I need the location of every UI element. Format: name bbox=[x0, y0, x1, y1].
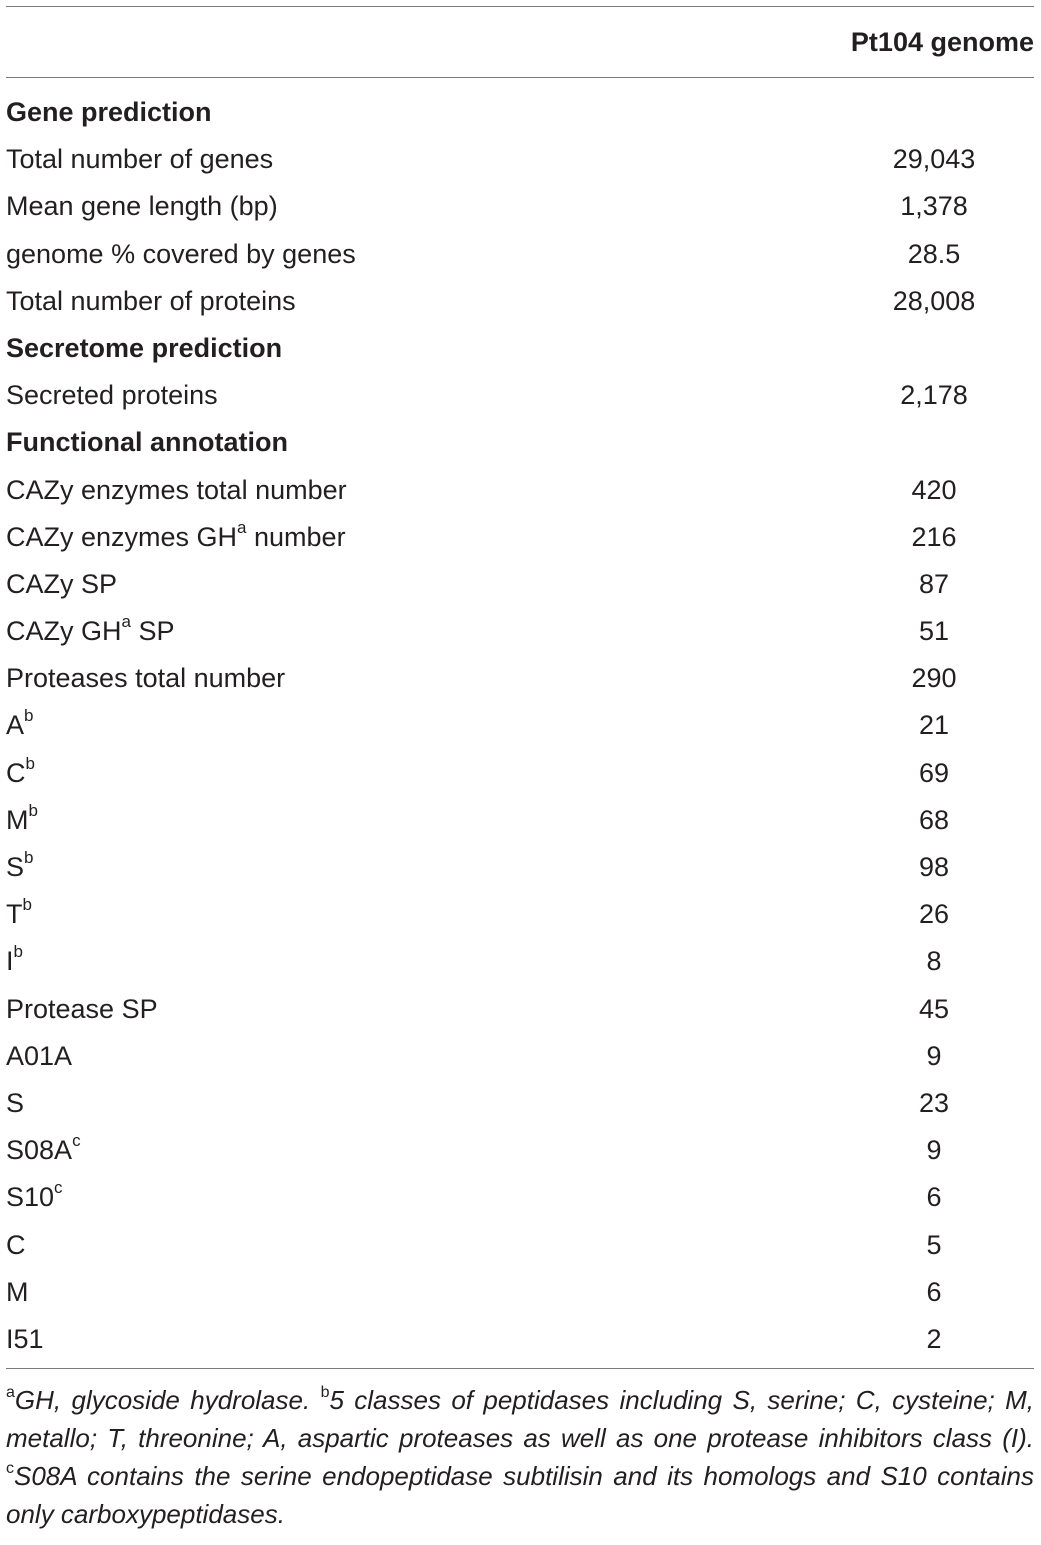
row-label bbox=[6, 475, 347, 506]
row-label bbox=[6, 239, 356, 270]
row-label bbox=[6, 1041, 72, 1072]
row-value: 2 bbox=[926, 1323, 942, 1354]
footnote-a-mark: a bbox=[6, 1384, 15, 1402]
table-row bbox=[6, 985, 1034, 1032]
table-row bbox=[6, 1221, 1034, 1268]
table-row bbox=[6, 182, 1034, 229]
footnote-c-mark: c bbox=[6, 1460, 14, 1478]
row-value: 9 bbox=[926, 1040, 942, 1071]
row-label bbox=[6, 1178, 63, 1213]
row-label bbox=[6, 942, 23, 977]
row-value: 420 bbox=[911, 474, 957, 505]
row-value: 29,043 bbox=[892, 144, 976, 175]
section-header-row bbox=[6, 88, 1034, 135]
table-row bbox=[6, 1173, 1034, 1220]
table-row bbox=[6, 1126, 1034, 1173]
row-value: 216 bbox=[911, 521, 957, 552]
row-label-text: I bbox=[6, 946, 14, 977]
row-value: 23 bbox=[918, 1087, 950, 1118]
row-value: 28,008 bbox=[892, 285, 976, 316]
row-label-superscript: b bbox=[24, 706, 34, 726]
row-label bbox=[6, 191, 278, 222]
footnote-b-mark: b bbox=[320, 1384, 330, 1402]
row-label-text: genome % covered by genes bbox=[6, 238, 356, 269]
row-value: 68 bbox=[918, 804, 950, 835]
row-label-superscript: b bbox=[28, 800, 38, 820]
table-row bbox=[6, 230, 1034, 277]
row-label-text: S bbox=[6, 852, 25, 882]
row-label bbox=[6, 753, 35, 789]
row-label-text: Functional annotation bbox=[6, 427, 288, 458]
row-label-superscript: c bbox=[72, 1131, 81, 1151]
section-title bbox=[6, 427, 288, 458]
row-label-text: M bbox=[6, 1276, 29, 1307]
row-label bbox=[6, 517, 346, 553]
table-row bbox=[6, 843, 1034, 890]
row-label bbox=[6, 994, 158, 1025]
row-label-text: S10 bbox=[6, 1182, 55, 1213]
row-label bbox=[6, 1324, 44, 1355]
row-label bbox=[6, 286, 296, 317]
row-value: 69 bbox=[918, 757, 950, 788]
bottom-rule bbox=[6, 1368, 1034, 1369]
row-label-text: CAZy enzymes total number bbox=[6, 474, 347, 505]
row-label-text: Protease SP bbox=[6, 993, 158, 1024]
row-label-superscript: b bbox=[22, 895, 32, 915]
table-row bbox=[6, 1268, 1034, 1315]
row-value: 6 bbox=[926, 1276, 942, 1307]
row-value: 28.5 bbox=[907, 238, 961, 269]
row-label-text: S08A bbox=[6, 1135, 73, 1166]
row-label-suffix: number bbox=[246, 521, 346, 552]
row-label-superscript: b bbox=[24, 848, 34, 867]
table-row bbox=[6, 654, 1034, 701]
row-label bbox=[6, 380, 218, 411]
table-body bbox=[6, 88, 1034, 1362]
row-label bbox=[6, 144, 273, 175]
section-header-row bbox=[6, 324, 1034, 371]
row-label bbox=[6, 895, 32, 930]
row-value: 51 bbox=[918, 616, 950, 647]
table-row bbox=[6, 890, 1034, 937]
footnote-c-text: S08A contains the serine endopeptidase subtilisin and its homologs and S10 contains only carboxypeptidases. bbox=[6, 1461, 1034, 1530]
row-value: 87 bbox=[918, 568, 950, 599]
row-label-text: A01A bbox=[6, 1040, 73, 1071]
table-row bbox=[6, 701, 1034, 748]
row-label-superscript: b bbox=[25, 753, 35, 773]
row-value: 9 bbox=[926, 1135, 942, 1166]
row-value: 5 bbox=[926, 1229, 942, 1260]
table-row bbox=[6, 796, 1034, 843]
row-label-text: Gene prediction bbox=[6, 97, 212, 127]
row-label-superscript: c bbox=[54, 1178, 63, 1198]
row-label bbox=[6, 569, 117, 600]
table-row bbox=[6, 937, 1034, 984]
section-title bbox=[6, 333, 282, 364]
row-label-text: Total number of genes bbox=[6, 144, 274, 175]
row-value: 21 bbox=[918, 710, 950, 741]
table-row bbox=[6, 749, 1034, 796]
row-label-superscript: a bbox=[121, 612, 131, 632]
row-label-text: CAZy SP bbox=[6, 568, 118, 599]
table-row bbox=[6, 277, 1034, 324]
row-label bbox=[6, 1277, 29, 1308]
row-label-text: Mean gene length (bp) bbox=[6, 191, 278, 222]
data-table bbox=[6, 6, 1034, 1533]
row-value: 8 bbox=[926, 946, 942, 977]
row-label bbox=[6, 848, 34, 883]
row-label bbox=[6, 1131, 81, 1166]
row-value: 98 bbox=[918, 852, 950, 882]
table-row bbox=[6, 513, 1034, 560]
row-label-text: CAZy enzymes GH bbox=[6, 521, 238, 552]
row-label-text: CAZy GH bbox=[6, 616, 122, 647]
row-label bbox=[6, 1088, 24, 1119]
row-label bbox=[6, 800, 38, 836]
column-header-pt104: Pt104 genome bbox=[850, 27, 1034, 57]
row-label-text: Proteases total number bbox=[6, 663, 286, 694]
table-row bbox=[6, 1315, 1034, 1362]
footnote-b-text: 5 classes of peptidases including S, serine; C, cysteine; M, metallo; T, threonine; A, aspartic proteases as well as one protease inhibitors class (I). bbox=[6, 1385, 1034, 1454]
table-row bbox=[6, 1079, 1034, 1126]
row-label bbox=[6, 612, 175, 647]
table-footnote bbox=[6, 1381, 1034, 1533]
row-label bbox=[6, 663, 285, 694]
header-row bbox=[6, 7, 1034, 77]
row-label-text: Secretome prediction bbox=[6, 332, 283, 363]
table-row bbox=[6, 371, 1034, 418]
row-value: 6 bbox=[926, 1182, 942, 1213]
row-value: 26 bbox=[918, 899, 950, 930]
section-title bbox=[6, 97, 212, 128]
footnote-a-text: GH, glycoside hydrolase. bbox=[14, 1385, 321, 1416]
row-label-text: Total number of proteins bbox=[6, 285, 296, 316]
row-value: 2,178 bbox=[900, 380, 968, 411]
table-row bbox=[6, 135, 1034, 182]
row-label bbox=[6, 706, 34, 741]
table-row bbox=[6, 607, 1034, 654]
row-label-text: S bbox=[6, 1087, 25, 1118]
row-value: 290 bbox=[911, 663, 957, 694]
row-label-text: A bbox=[6, 710, 25, 741]
row-label-superscript: a bbox=[237, 517, 247, 537]
row-label-text: C bbox=[6, 1229, 26, 1260]
section-header-row bbox=[6, 418, 1034, 465]
row-label-text: T bbox=[6, 899, 23, 930]
table-row bbox=[6, 466, 1034, 513]
row-label-text: M bbox=[6, 804, 29, 835]
row-value: 1,378 bbox=[900, 191, 968, 222]
row-label-suffix: SP bbox=[130, 616, 175, 647]
row-value: 45 bbox=[918, 993, 950, 1024]
row-label-text: C bbox=[6, 757, 26, 788]
table-row bbox=[6, 560, 1034, 607]
row-label-text: I51 bbox=[6, 1323, 44, 1354]
row-label-text: Secreted proteins bbox=[6, 380, 218, 411]
row-label bbox=[6, 1230, 26, 1261]
table-row bbox=[6, 1032, 1034, 1079]
row-label-superscript: b bbox=[13, 942, 23, 962]
